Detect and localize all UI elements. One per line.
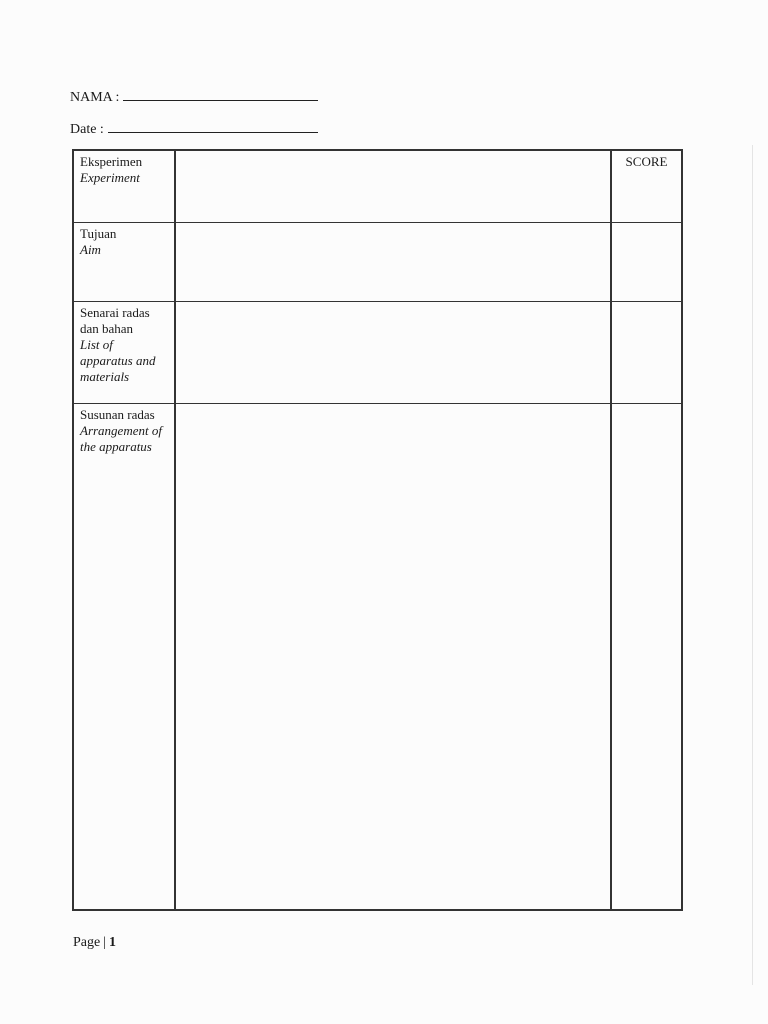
label-cell-aim — [73, 222, 175, 301]
label-apparatus-ms: Senarai radas dan bahan — [80, 304, 150, 336]
name-blank-line[interactable] — [123, 87, 318, 101]
date-blank-line[interactable] — [108, 119, 318, 133]
label-aim-ms: Tujuan — [80, 225, 117, 241]
score-cell-arrangement[interactable] — [611, 403, 682, 910]
score-cell-aim[interactable] — [611, 222, 682, 301]
page-label: Page — [73, 935, 101, 950]
table-row-apparatus — [73, 301, 682, 403]
name-label: NAMA : — [70, 90, 120, 105]
label-experiment-ms: Eksperimen — [80, 154, 143, 169]
label-cell-experiment — [73, 150, 175, 222]
experiment-form-table — [72, 149, 683, 911]
page-separator: | — [103, 935, 107, 950]
date-label: Date : — [70, 122, 104, 137]
name-field — [70, 87, 318, 107]
label-arrangement-en: Arrangement of the apparatus — [80, 422, 162, 454]
label-cell-apparatus — [73, 301, 175, 403]
score-cell-apparatus[interactable] — [611, 301, 682, 403]
label-arrangement-ms: Susunan radas — [80, 406, 155, 422]
table-row-arrangement — [73, 403, 682, 910]
date-field — [70, 119, 318, 139]
content-cell-apparatus[interactable] — [175, 301, 611, 403]
scan-edge-line — [752, 145, 753, 985]
table-row-experiment — [73, 150, 682, 222]
label-cell-arrangement — [73, 403, 175, 910]
score-header: SCORE — [611, 150, 682, 222]
label-apparatus-en: List of apparatus and materials — [80, 336, 156, 384]
content-cell-aim[interactable] — [175, 222, 611, 301]
page-footer — [73, 934, 116, 952]
label-experiment-en: Experiment — [80, 170, 140, 185]
label-aim-en: Aim — [80, 241, 101, 257]
page-number: 1 — [109, 935, 117, 950]
content-cell-experiment[interactable] — [175, 150, 611, 222]
content-cell-arrangement[interactable] — [175, 403, 611, 910]
table-row-aim — [73, 222, 682, 301]
